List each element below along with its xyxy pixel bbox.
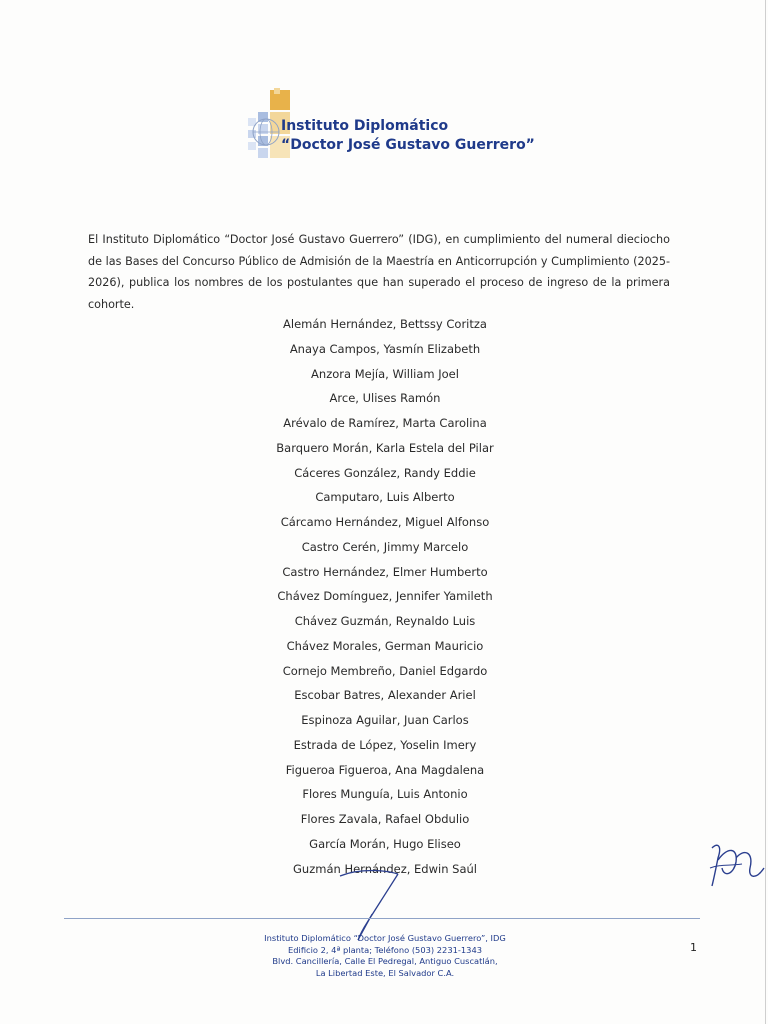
- footer-line-2: Edificio 2, 4ª planta; Teléfono (503) 2231-1343: [288, 944, 482, 955]
- name-entry: Anaya Campos, Yasmín Elizabeth: [289, 341, 481, 356]
- intro-paragraph: El Instituto Diplomático “Doctor José Gustavo Guerrero” (IDG), en cumplimiento del numeral dieciocho de las Bases del Concurso Público de Admisión de la Maestría en Anticorrupción y Cumplimiento (2025-2026), publica los nombres de los postulantes que han superado el proceso de ingreso de la primera cohorte.: [88, 233, 670, 311]
- name-entry: Arévalo de Ramírez, Marta Carolina: [283, 416, 487, 430]
- name-entry: Anzora Mejía, William Joel: [311, 366, 459, 381]
- footer-line-1: Instituto Diplomático “Doctor José Gustavo Guerrero”, IDG: [264, 933, 506, 943]
- name-entry: García Morán, Hugo Eliseo: [309, 836, 461, 851]
- name-entry: Cárcamo Hernández, Miguel Alfonso: [280, 515, 490, 529]
- name-entry: Flores Zavala, Rafael Obdulio: [300, 812, 470, 826]
- name-entry: Flores Munguía, Luis Antonio: [302, 787, 468, 802]
- footer-line-4: La Libertad Este, El Salvador C.A.: [315, 967, 455, 978]
- footer-address: [230, 933, 540, 979]
- name-entry: Castro Hernández, Elmer Humberto: [282, 564, 488, 579]
- name-entry: Cáceres González, Randy Eddie: [294, 465, 476, 480]
- name-entry: Camputaro, Luis Alberto: [315, 490, 455, 505]
- name-entry: Alemán Hernández, Bettssy Coritza: [283, 317, 487, 331]
- institute-name: [281, 117, 535, 155]
- footer-line-3: Blvd. Cancillería, Calle El Pedregal, Antiguo Cuscatlán,: [272, 956, 498, 966]
- institute-name-line1: Instituto Diplomático: [281, 118, 449, 134]
- name-entry: Barquero Morán, Karla Estela del Pilar: [276, 440, 494, 455]
- footer-divider: [64, 918, 700, 919]
- name-entry: Escobar Batres, Alexander Ariel: [294, 688, 476, 703]
- name-entry: Estrada de López, Yoselin Imery: [293, 737, 477, 752]
- admitted-names-list: [200, 312, 570, 881]
- name-entry: Chávez Domínguez, Jennifer Yamileth: [277, 589, 493, 604]
- name-entry: Guzmán Hernández, Edwin Saúl: [293, 861, 477, 876]
- handwritten-initials: [708, 838, 768, 894]
- name-entry: Castro Cerén, Jimmy Marcelo: [301, 539, 469, 554]
- name-entry: Figueroa Figueroa, Ana Magdalena: [285, 762, 485, 777]
- name-entry: Chávez Morales, German Mauricio: [286, 638, 484, 653]
- name-entry: Arce, Ulises Ramón: [329, 391, 441, 406]
- institute-name-line2: “Doctor José Gustavo Guerrero”: [281, 137, 535, 153]
- name-entry: Cornejo Membreño, Daniel Edgardo: [282, 663, 488, 678]
- name-entry: Espinoza Aguilar, Juan Carlos: [301, 713, 469, 727]
- name-entry: Chávez Guzmán, Reynaldo Luis: [294, 614, 476, 628]
- page-number: 1: [690, 941, 697, 954]
